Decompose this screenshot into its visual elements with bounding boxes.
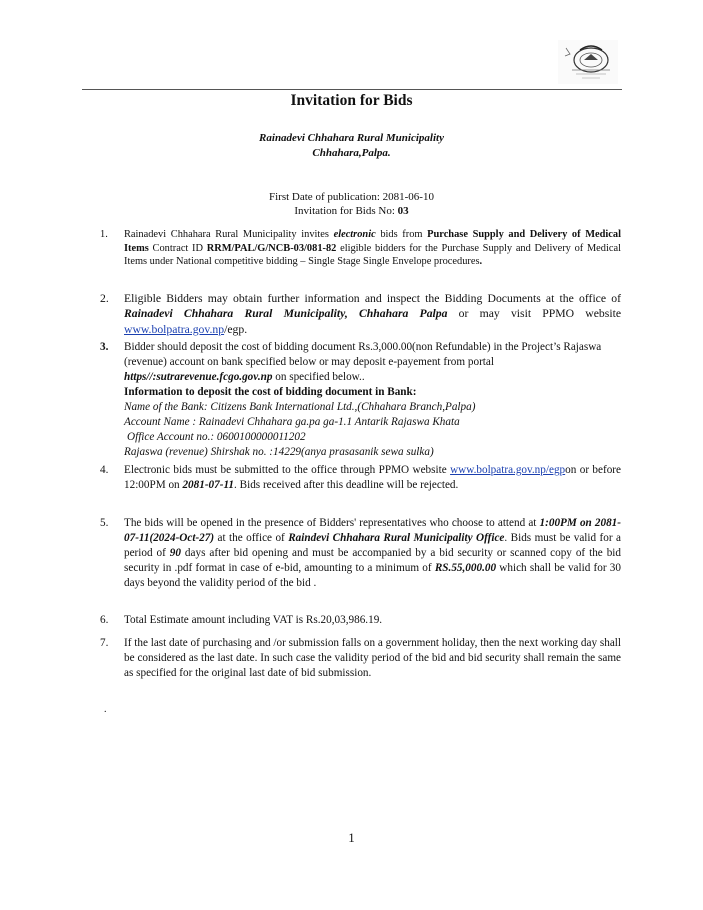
ifb-number: 03 xyxy=(397,205,409,217)
text-span: on or before 12:00PM on xyxy=(124,464,622,491)
revenue-portal-url: https//:sutrarevenue.fcgo.gov.np xyxy=(124,371,273,383)
text-span: on specified below.. xyxy=(272,371,365,383)
office-account-number: Office Account no.: 0600100000011202 xyxy=(127,431,306,443)
text-span: at the office of xyxy=(214,532,289,544)
item-number: 5. xyxy=(100,517,109,529)
text-span: Raindevi Chhahara Rural Municipality Office xyxy=(288,532,505,544)
item-text xyxy=(124,228,621,269)
ifb-number-line xyxy=(0,205,703,217)
org-name-line1: Rainadevi Chhahara Rural Municipality xyxy=(259,132,444,144)
text-span: Electronic bids must be submitted to the office through PPMO website xyxy=(124,464,451,476)
text-span: bids from xyxy=(375,229,428,240)
text-span: /egp. xyxy=(224,322,248,336)
item-number: 4. xyxy=(100,464,109,476)
item-number: 6. xyxy=(100,614,109,626)
text-span: which shall be valid for 30 days beyond the validity period of the bid . xyxy=(124,562,621,589)
contract-id: RRM/PAL/G/NCB-03/081-82 xyxy=(206,242,337,254)
account-name: Account Name : Rainadevi Chhahara ga.pa ga-1.1 Antarik Rajaswa Khata xyxy=(124,416,460,428)
bid-security-amount: RS.55,000.00 xyxy=(434,562,497,574)
text-span: . Bids received after this deadline will be rejected. xyxy=(234,479,459,491)
text-span: The bids will be opened in the presence of Bidders' representatives who choose to attend at xyxy=(124,517,540,529)
item-number: 7. xyxy=(100,637,109,649)
org-name-line2: Chhahara,Palpa. xyxy=(312,147,391,159)
item-text xyxy=(124,291,621,337)
text-span: Bidder should deposit the cost of bidding document Rs.3,000.00(non Refundable) in the Project’s Rajaswa (revenue) account on bank specified below or may deposit e-payement from portal xyxy=(124,341,602,368)
municipality-seal-logo xyxy=(558,40,618,84)
text-span: Contract ID xyxy=(148,242,207,254)
item-text xyxy=(124,340,621,460)
publication-date: First Date of publication: 2081-06-10 xyxy=(269,191,434,203)
text-span: electronic xyxy=(333,229,376,240)
item-text: If the last date of purchasing and /or submission falls on a government holiday, then the next working day shall be considered as the last date. In such case the validity period of the bid and bid security shall remain the same as specified for the original last date of bid submission. xyxy=(124,637,622,679)
item-number: 3. xyxy=(100,341,109,353)
opening-datetime: 1:00PM on 2081-07-11(2024-Oct-27) xyxy=(124,517,621,544)
bank-name: Name of the Bank: Citizens Bank International Ltd.,(Chhahara Branch,Palpa) xyxy=(124,401,476,413)
text-span: eligible bidders for the Purchase Supply and Delivery of Medical Items under National competitive bidding – Single Stage Single Envelope procedures xyxy=(124,242,621,268)
item-text xyxy=(124,463,621,493)
item-text: Total Estimate amount including VAT is Rs.20,03,986.19. xyxy=(124,614,383,626)
text-span: Purchase Supply and Delivery of Medical Items xyxy=(124,229,621,254)
item-text xyxy=(124,516,621,591)
text-span: or may visit PPMO website xyxy=(447,307,622,321)
text-span: Eligible Bidders may obtain further information and inspect the Bidding Documents at the office of xyxy=(124,292,621,305)
item-number: 1. xyxy=(100,229,108,240)
bank-info-heading: Information to deposit the cost of bidding document in Bank: xyxy=(124,386,417,398)
text-span: . Bids must be valid for a period of xyxy=(124,532,621,559)
header-rule xyxy=(82,89,622,90)
stray-dot: . xyxy=(104,704,107,715)
submission-deadline: 2081-07-11 xyxy=(182,479,235,491)
validity-days: 90 xyxy=(169,547,181,559)
item-number: 2. xyxy=(100,292,109,305)
text-span: . xyxy=(479,256,483,268)
revenue-shirshak: Rajaswa (revenue) Shirshak no. :14229(anya prasasanik sewa sulka) xyxy=(124,446,434,458)
text-span: Rainadevi Chhahara Rural Municipality, Chhahara Palpa xyxy=(124,307,448,321)
bolpatra-link[interactable]: www.bolpatra.gov.np xyxy=(124,322,225,336)
ifb-label: Invitation for Bids No: xyxy=(294,205,398,217)
text-span: Rainadevi Chhahara Rural Municipality invites xyxy=(124,229,334,240)
page-number: 1 xyxy=(348,830,355,845)
bolpatra-egp-link[interactable]: www.bolpatra.gov.np/egp xyxy=(450,464,566,476)
text-span: days after bid opening and must be accompanied by a bid security or scanned copy of the bid security in .pdf format in case of e-bid, amounting to a minimum of xyxy=(124,547,622,574)
document-title: Invitation for Bids xyxy=(290,92,413,109)
